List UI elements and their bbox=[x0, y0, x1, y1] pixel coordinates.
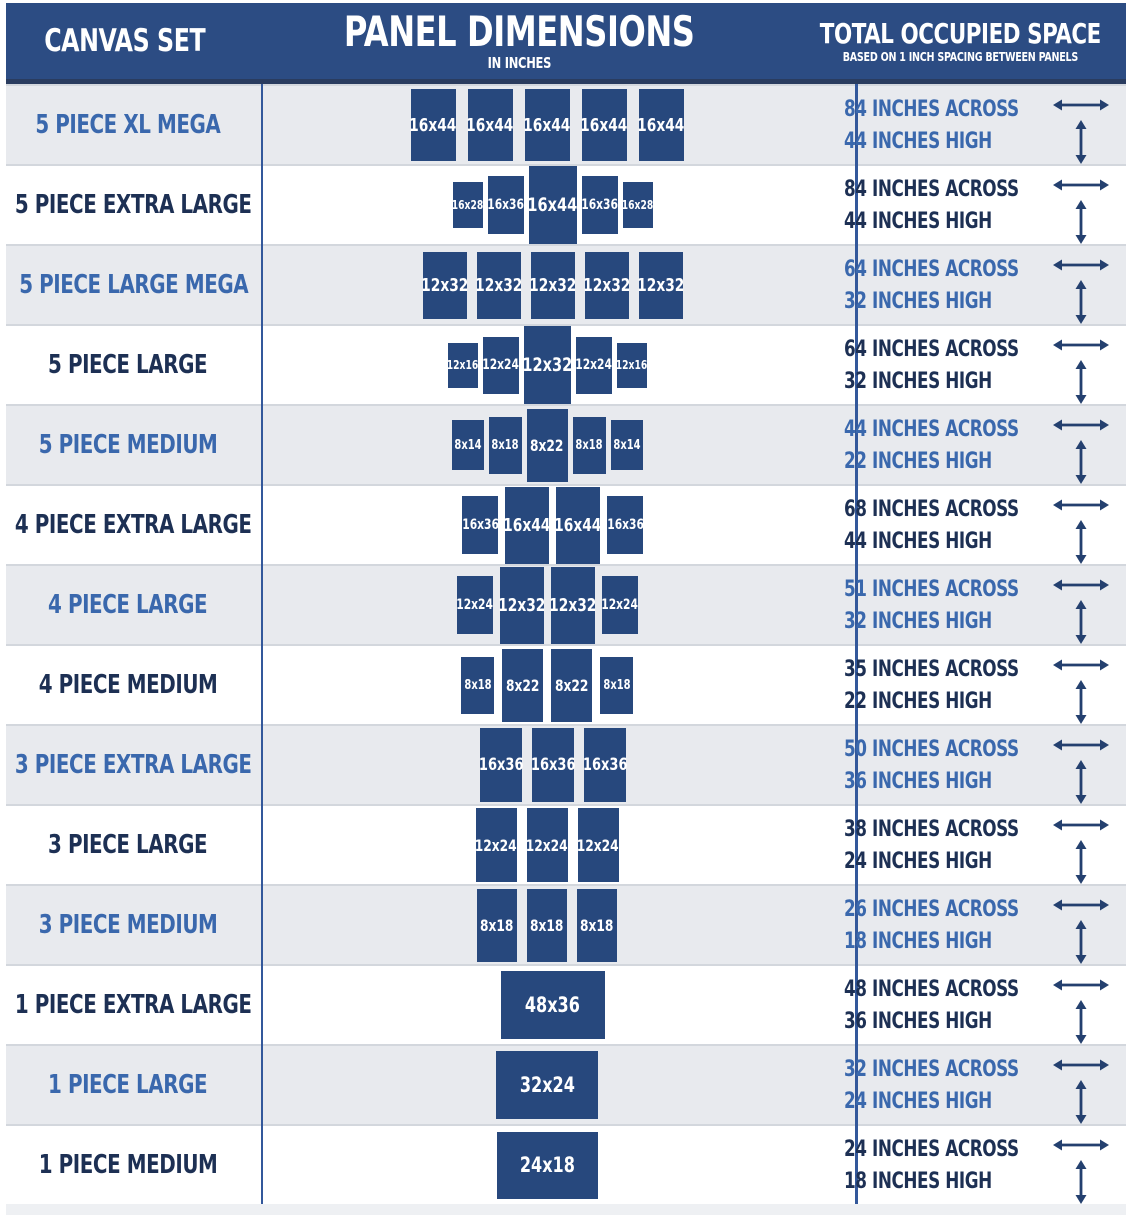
occupied-space-text bbox=[844, 806, 1050, 878]
panel-size-label: 48x36 bbox=[525, 993, 581, 1017]
dimension-arrows bbox=[1050, 886, 1112, 965]
panel-size-label: 8x14 bbox=[454, 437, 482, 453]
dimension-arrows bbox=[1050, 806, 1112, 885]
panel-size-label: 12x32 bbox=[529, 274, 577, 296]
panel-swatch bbox=[578, 808, 619, 882]
canvas-set-cell bbox=[6, 886, 250, 964]
panel-swatch bbox=[505, 487, 549, 564]
panel-size-label: 16x44 bbox=[466, 114, 514, 136]
table-row bbox=[6, 724, 1126, 804]
canvas-set-name: 5 PIECE LARGE MEGA bbox=[19, 270, 249, 300]
total-occupied-space-subheader: BASED ON 1 INCH SPACING BETWEEN PANELS bbox=[843, 48, 1079, 64]
occupied-space-cell bbox=[832, 806, 1126, 884]
panel-size-label: 8x22 bbox=[505, 675, 540, 695]
vertical-arrow-icon bbox=[1073, 279, 1089, 325]
occupied-space-cell bbox=[832, 406, 1126, 484]
panel-swatch bbox=[501, 971, 605, 1039]
panel-layout-cell bbox=[261, 166, 832, 244]
panel-swatch bbox=[531, 252, 575, 319]
occupied-space-text bbox=[844, 566, 1050, 638]
dimension-arrows bbox=[1050, 246, 1112, 325]
occupied-space-text bbox=[844, 1126, 1050, 1198]
table-row bbox=[6, 84, 1126, 164]
panel-swatch bbox=[527, 808, 568, 882]
panel-size-label: 16x44 bbox=[523, 114, 571, 136]
panel-size-label: 8x18 bbox=[530, 915, 564, 935]
occupied-space-cell bbox=[832, 326, 1126, 404]
panel-size-label: 12x32 bbox=[498, 594, 546, 616]
across-dimension: 26 INCHES ACROSS bbox=[844, 897, 1020, 922]
panel-swatch bbox=[461, 657, 494, 714]
occupied-space-cell bbox=[832, 726, 1126, 804]
panel-size-label: 16x36 bbox=[581, 197, 619, 213]
occupied-space-cell bbox=[832, 246, 1126, 324]
panel-size-label: 12x24 bbox=[526, 835, 569, 855]
vertical-arrow-icon bbox=[1073, 1159, 1089, 1205]
canvas-set-name: 5 PIECE XL MEGA bbox=[35, 110, 221, 140]
horizontal-arrow-icon bbox=[1052, 1057, 1110, 1073]
panel-size-label: 12x24 bbox=[575, 357, 612, 373]
panel-swatch bbox=[457, 576, 493, 634]
vertical-arrow-icon bbox=[1073, 599, 1089, 645]
vertical-arrow-icon bbox=[1073, 919, 1089, 965]
high-dimension: 18 INCHES HIGH bbox=[844, 1169, 993, 1194]
panel-swatch bbox=[551, 567, 595, 644]
panel-swatch bbox=[527, 409, 568, 482]
panel-size-label: 16x44 bbox=[554, 514, 602, 536]
horizontal-arrow-icon bbox=[1052, 897, 1110, 913]
canvas-set-cell bbox=[6, 726, 261, 804]
panel-swatch bbox=[502, 649, 543, 722]
panel-size-label: 16x44 bbox=[409, 114, 457, 136]
canvas-set-cell bbox=[6, 406, 250, 484]
canvas-set-cell bbox=[6, 86, 250, 164]
high-dimension: 18 INCHES HIGH bbox=[844, 929, 993, 954]
panel-swatch bbox=[462, 496, 498, 554]
panel-size-label: 12x24 bbox=[577, 835, 620, 855]
panel-swatch bbox=[602, 576, 638, 634]
across-dimension: 84 INCHES ACROSS bbox=[844, 177, 1020, 202]
panel-size-label: 8x18 bbox=[575, 437, 603, 453]
panel-size-label: 8x18 bbox=[480, 915, 514, 935]
panel-swatch bbox=[577, 889, 617, 962]
high-dimension: 32 INCHES HIGH bbox=[844, 369, 993, 394]
panel-layout-cell bbox=[261, 486, 832, 564]
occupied-space-text bbox=[844, 966, 1050, 1038]
panel-layout-cell bbox=[250, 646, 833, 724]
canvas-set-name: 3 PIECE LARGE bbox=[48, 830, 208, 860]
panel-swatch bbox=[600, 657, 633, 714]
occupied-space-text bbox=[844, 646, 1050, 718]
across-dimension: 50 INCHES ACROSS bbox=[844, 737, 1020, 762]
panel-size-label: 12x24 bbox=[456, 597, 493, 613]
panel-size-label: 12x32 bbox=[475, 274, 523, 296]
panel-size-label: 12x32 bbox=[583, 274, 631, 296]
across-dimension: 48 INCHES ACROSS bbox=[844, 977, 1020, 1002]
panel-layout-cell bbox=[250, 566, 833, 644]
canvas-set-name: 5 PIECE MEDIUM bbox=[38, 430, 218, 460]
header-canvas-set-column bbox=[6, 3, 243, 79]
canvas-set-cell bbox=[6, 246, 261, 324]
bottom-strip bbox=[6, 1204, 1126, 1215]
panel-size-label: 16x36 bbox=[582, 755, 628, 775]
panel-swatch bbox=[582, 89, 627, 161]
dimension-arrows bbox=[1050, 406, 1112, 485]
occupied-space-text bbox=[844, 86, 1050, 158]
panel-swatch bbox=[483, 337, 519, 394]
panel-size-label: 12x24 bbox=[482, 357, 519, 373]
horizontal-arrow-icon bbox=[1052, 977, 1110, 993]
table-header bbox=[6, 3, 1126, 84]
panel-size-label: 16x44 bbox=[580, 114, 628, 136]
across-dimension: 51 INCHES ACROSS bbox=[844, 577, 1020, 602]
table-row bbox=[6, 324, 1126, 404]
canvas-set-name: 4 PIECE MEDIUM bbox=[38, 670, 218, 700]
panel-size-label: 16x36 bbox=[487, 197, 525, 213]
panel-swatch bbox=[607, 496, 643, 554]
panel-dimensions-subheader: IN INCHES bbox=[487, 54, 551, 72]
canvas-set-name: 1 PIECE LARGE bbox=[48, 1070, 208, 1100]
panel-swatch bbox=[477, 889, 517, 962]
horizontal-arrow-icon bbox=[1052, 737, 1110, 753]
panel-swatch bbox=[556, 487, 600, 564]
vertical-arrow-icon bbox=[1073, 119, 1089, 165]
panel-swatch bbox=[623, 182, 653, 228]
canvas-set-cell bbox=[6, 166, 261, 244]
size-comparison-table bbox=[6, 3, 1126, 1215]
panel-swatch bbox=[488, 176, 524, 234]
table-row bbox=[6, 644, 1126, 724]
panel-swatch bbox=[453, 182, 483, 228]
horizontal-arrow-icon bbox=[1052, 97, 1110, 113]
occupied-space-cell bbox=[832, 1126, 1126, 1204]
vertical-arrow-icon bbox=[1073, 679, 1089, 725]
panel-swatch bbox=[497, 1132, 598, 1199]
panel-swatch bbox=[551, 649, 592, 722]
high-dimension: 36 INCHES HIGH bbox=[844, 769, 993, 794]
high-dimension: 44 INCHES HIGH bbox=[844, 529, 993, 554]
panel-size-label: 12x32 bbox=[421, 274, 469, 296]
canvas-set-name: 1 PIECE EXTRA LARGE bbox=[15, 990, 252, 1020]
total-occupied-space-header: TOTAL OCCUPIED SPACE bbox=[820, 16, 1102, 50]
canvas-set-cell bbox=[6, 326, 250, 404]
high-dimension: 44 INCHES HIGH bbox=[844, 129, 993, 154]
panel-size-label: 16x36 bbox=[478, 755, 524, 775]
across-dimension: 44 INCHES ACROSS bbox=[844, 417, 1020, 442]
canvas-set-cell bbox=[6, 486, 261, 564]
panel-layout-cell bbox=[250, 806, 833, 884]
panel-layout-cell bbox=[250, 406, 833, 484]
panel-size-label: 32x24 bbox=[519, 1073, 575, 1097]
panel-size-label: 8x18 bbox=[580, 915, 614, 935]
across-dimension: 64 INCHES ACROSS bbox=[844, 337, 1020, 362]
high-dimension: 32 INCHES HIGH bbox=[844, 289, 993, 314]
canvas-set-cell bbox=[6, 1046, 250, 1124]
high-dimension: 24 INCHES HIGH bbox=[844, 1089, 993, 1114]
across-dimension: 84 INCHES ACROSS bbox=[844, 97, 1020, 122]
panel-size-label: 16x36 bbox=[606, 517, 644, 533]
dimension-arrows bbox=[1050, 966, 1112, 1045]
canvas-set-name: 4 PIECE EXTRA LARGE bbox=[15, 510, 252, 540]
vertical-arrow-icon bbox=[1073, 519, 1089, 565]
panel-swatch bbox=[639, 89, 684, 161]
dimension-arrows bbox=[1050, 486, 1112, 565]
vertical-arrow-icon bbox=[1073, 359, 1089, 405]
panel-swatch bbox=[584, 728, 626, 802]
panel-swatch bbox=[411, 89, 456, 161]
panel-size-label: 8x22 bbox=[554, 675, 589, 695]
panel-size-label: 8x22 bbox=[530, 435, 564, 455]
occupied-space-text bbox=[844, 486, 1050, 558]
high-dimension: 32 INCHES HIGH bbox=[844, 609, 993, 634]
table-row bbox=[6, 484, 1126, 564]
across-dimension: 64 INCHES ACROSS bbox=[844, 257, 1020, 282]
dimension-arrows bbox=[1050, 166, 1112, 245]
horizontal-arrow-icon bbox=[1052, 257, 1110, 273]
panel-swatch bbox=[468, 89, 513, 161]
horizontal-arrow-icon bbox=[1052, 817, 1110, 833]
panel-size-label: 8x14 bbox=[613, 437, 641, 453]
table-row bbox=[6, 964, 1126, 1044]
panel-swatch bbox=[448, 343, 478, 388]
panel-swatch bbox=[524, 326, 571, 404]
canvas-set-cell bbox=[6, 566, 250, 644]
horizontal-arrow-icon bbox=[1052, 497, 1110, 513]
horizontal-arrow-icon bbox=[1052, 417, 1110, 433]
panel-size-label: 16x44 bbox=[637, 114, 685, 136]
panel-layout-cell bbox=[250, 1046, 833, 1124]
panel-size-label: 8x18 bbox=[603, 677, 631, 693]
panel-layout-cell bbox=[261, 246, 832, 324]
panel-swatch bbox=[639, 252, 683, 319]
across-dimension: 38 INCHES ACROSS bbox=[844, 817, 1020, 842]
canvas-set-header: CANVAS SET bbox=[44, 23, 206, 59]
horizontal-arrow-icon bbox=[1052, 577, 1110, 593]
panel-size-label: 16x36 bbox=[461, 517, 499, 533]
canvas-set-cell bbox=[6, 966, 261, 1044]
horizontal-arrow-icon bbox=[1052, 337, 1110, 353]
column-divider bbox=[261, 84, 263, 1204]
canvas-set-name: 1 PIECE MEDIUM bbox=[38, 1150, 218, 1180]
occupied-space-cell bbox=[832, 886, 1126, 964]
panel-swatch bbox=[489, 417, 522, 474]
occupied-space-text bbox=[844, 326, 1050, 398]
dimension-arrows bbox=[1050, 726, 1112, 805]
panel-swatch bbox=[573, 417, 606, 474]
panel-swatch bbox=[532, 728, 574, 802]
panel-swatch bbox=[576, 337, 612, 394]
high-dimension: 22 INCHES HIGH bbox=[844, 449, 993, 474]
panel-swatch bbox=[582, 176, 618, 234]
dimension-arrows bbox=[1050, 566, 1112, 645]
panel-size-label: 12x24 bbox=[601, 597, 638, 613]
panel-layout-cell bbox=[250, 86, 833, 164]
table-row bbox=[6, 164, 1126, 244]
across-dimension: 35 INCHES ACROSS bbox=[844, 657, 1020, 682]
across-dimension: 32 INCHES ACROSS bbox=[844, 1057, 1020, 1082]
high-dimension: 36 INCHES HIGH bbox=[844, 1009, 993, 1034]
table-row bbox=[6, 1044, 1126, 1124]
dimension-arrows bbox=[1050, 86, 1112, 165]
occupied-space-text bbox=[844, 886, 1050, 958]
table-row bbox=[6, 564, 1126, 644]
panel-swatch bbox=[617, 343, 647, 388]
panel-size-label: 16x44 bbox=[527, 194, 578, 216]
panel-size-label: 16x36 bbox=[530, 755, 576, 775]
vertical-arrow-icon bbox=[1073, 759, 1089, 805]
table-row bbox=[6, 804, 1126, 884]
panel-size-label: 12x24 bbox=[475, 835, 518, 855]
vertical-arrow-icon bbox=[1073, 199, 1089, 245]
occupied-space-cell bbox=[832, 966, 1126, 1044]
occupied-space-cell bbox=[832, 486, 1126, 564]
panel-swatch bbox=[496, 1051, 598, 1119]
vertical-arrow-icon bbox=[1073, 839, 1089, 885]
panel-layout-cell bbox=[261, 966, 832, 1044]
panel-swatch bbox=[480, 728, 522, 802]
table-row bbox=[6, 1124, 1126, 1204]
dimension-arrows bbox=[1050, 1126, 1112, 1205]
panel-swatch bbox=[452, 420, 484, 470]
panel-swatch bbox=[500, 567, 544, 644]
occupied-space-text bbox=[844, 406, 1050, 478]
table-row bbox=[6, 244, 1126, 324]
panel-size-label: 16x28 bbox=[621, 198, 654, 212]
panel-size-label: 16x28 bbox=[451, 198, 484, 212]
occupied-space-cell bbox=[832, 566, 1126, 644]
panel-size-label: 12x16 bbox=[615, 358, 648, 372]
panel-swatch bbox=[476, 808, 517, 882]
panel-swatch bbox=[477, 252, 521, 319]
high-dimension: 24 INCHES HIGH bbox=[844, 849, 993, 874]
panel-swatch bbox=[585, 252, 629, 319]
panel-swatch bbox=[423, 252, 467, 319]
canvas-set-name: 4 PIECE LARGE bbox=[48, 590, 208, 620]
vertical-arrow-icon bbox=[1073, 1079, 1089, 1125]
panel-layout-cell bbox=[250, 326, 833, 404]
panel-layout-cell bbox=[250, 1126, 833, 1204]
panel-dimensions-header: PANEL DIMENSIONS bbox=[343, 7, 695, 56]
panel-size-label: 16x44 bbox=[503, 514, 551, 536]
canvas-set-name: 3 PIECE MEDIUM bbox=[38, 910, 218, 940]
header-total-space-column bbox=[795, 3, 1126, 79]
dimension-arrows bbox=[1050, 646, 1112, 725]
occupied-space-text bbox=[844, 246, 1050, 318]
canvas-set-name: 3 PIECE EXTRA LARGE bbox=[15, 750, 252, 780]
horizontal-arrow-icon bbox=[1052, 1137, 1110, 1153]
table-body bbox=[6, 84, 1126, 1204]
table-row bbox=[6, 884, 1126, 964]
high-dimension: 44 INCHES HIGH bbox=[844, 209, 993, 234]
canvas-set-cell bbox=[6, 1126, 250, 1204]
canvas-set-cell bbox=[6, 646, 250, 724]
panel-size-label: 8x18 bbox=[491, 437, 519, 453]
horizontal-arrow-icon bbox=[1052, 177, 1110, 193]
panel-swatch bbox=[529, 166, 577, 244]
occupied-space-cell bbox=[832, 1046, 1126, 1124]
horizontal-arrow-icon bbox=[1052, 657, 1110, 673]
panel-size-label: 8x18 bbox=[464, 677, 492, 693]
canvas-set-name: 5 PIECE LARGE bbox=[48, 350, 208, 380]
panel-size-label: 12x32 bbox=[549, 594, 597, 616]
panel-size-label: 12x16 bbox=[446, 358, 479, 372]
occupied-space-text bbox=[844, 726, 1050, 798]
occupied-space-cell bbox=[832, 166, 1126, 244]
panel-size-label: 12x32 bbox=[637, 274, 685, 296]
vertical-arrow-icon bbox=[1073, 439, 1089, 485]
dimension-arrows bbox=[1050, 326, 1112, 405]
panel-size-label: 12x32 bbox=[522, 354, 573, 376]
header-panel-dimensions-column bbox=[243, 3, 795, 79]
canvas-set-cell bbox=[6, 806, 250, 884]
panel-swatch bbox=[611, 420, 643, 470]
occupied-space-cell bbox=[832, 86, 1126, 164]
panel-swatch bbox=[527, 889, 567, 962]
panel-swatch bbox=[525, 89, 570, 161]
high-dimension: 22 INCHES HIGH bbox=[844, 689, 993, 714]
panel-layout-cell bbox=[250, 886, 833, 964]
vertical-arrow-icon bbox=[1073, 999, 1089, 1045]
table-row bbox=[6, 404, 1126, 484]
dimension-arrows bbox=[1050, 1046, 1112, 1125]
occupied-space-text bbox=[844, 1046, 1050, 1118]
occupied-space-text bbox=[844, 166, 1050, 238]
across-dimension: 24 INCHES ACROSS bbox=[844, 1137, 1020, 1162]
canvas-set-name: 5 PIECE EXTRA LARGE bbox=[15, 190, 252, 220]
across-dimension: 68 INCHES ACROSS bbox=[844, 497, 1020, 522]
occupied-space-cell bbox=[832, 646, 1126, 724]
panel-layout-cell bbox=[261, 726, 832, 804]
panel-size-label: 24x18 bbox=[519, 1153, 575, 1177]
